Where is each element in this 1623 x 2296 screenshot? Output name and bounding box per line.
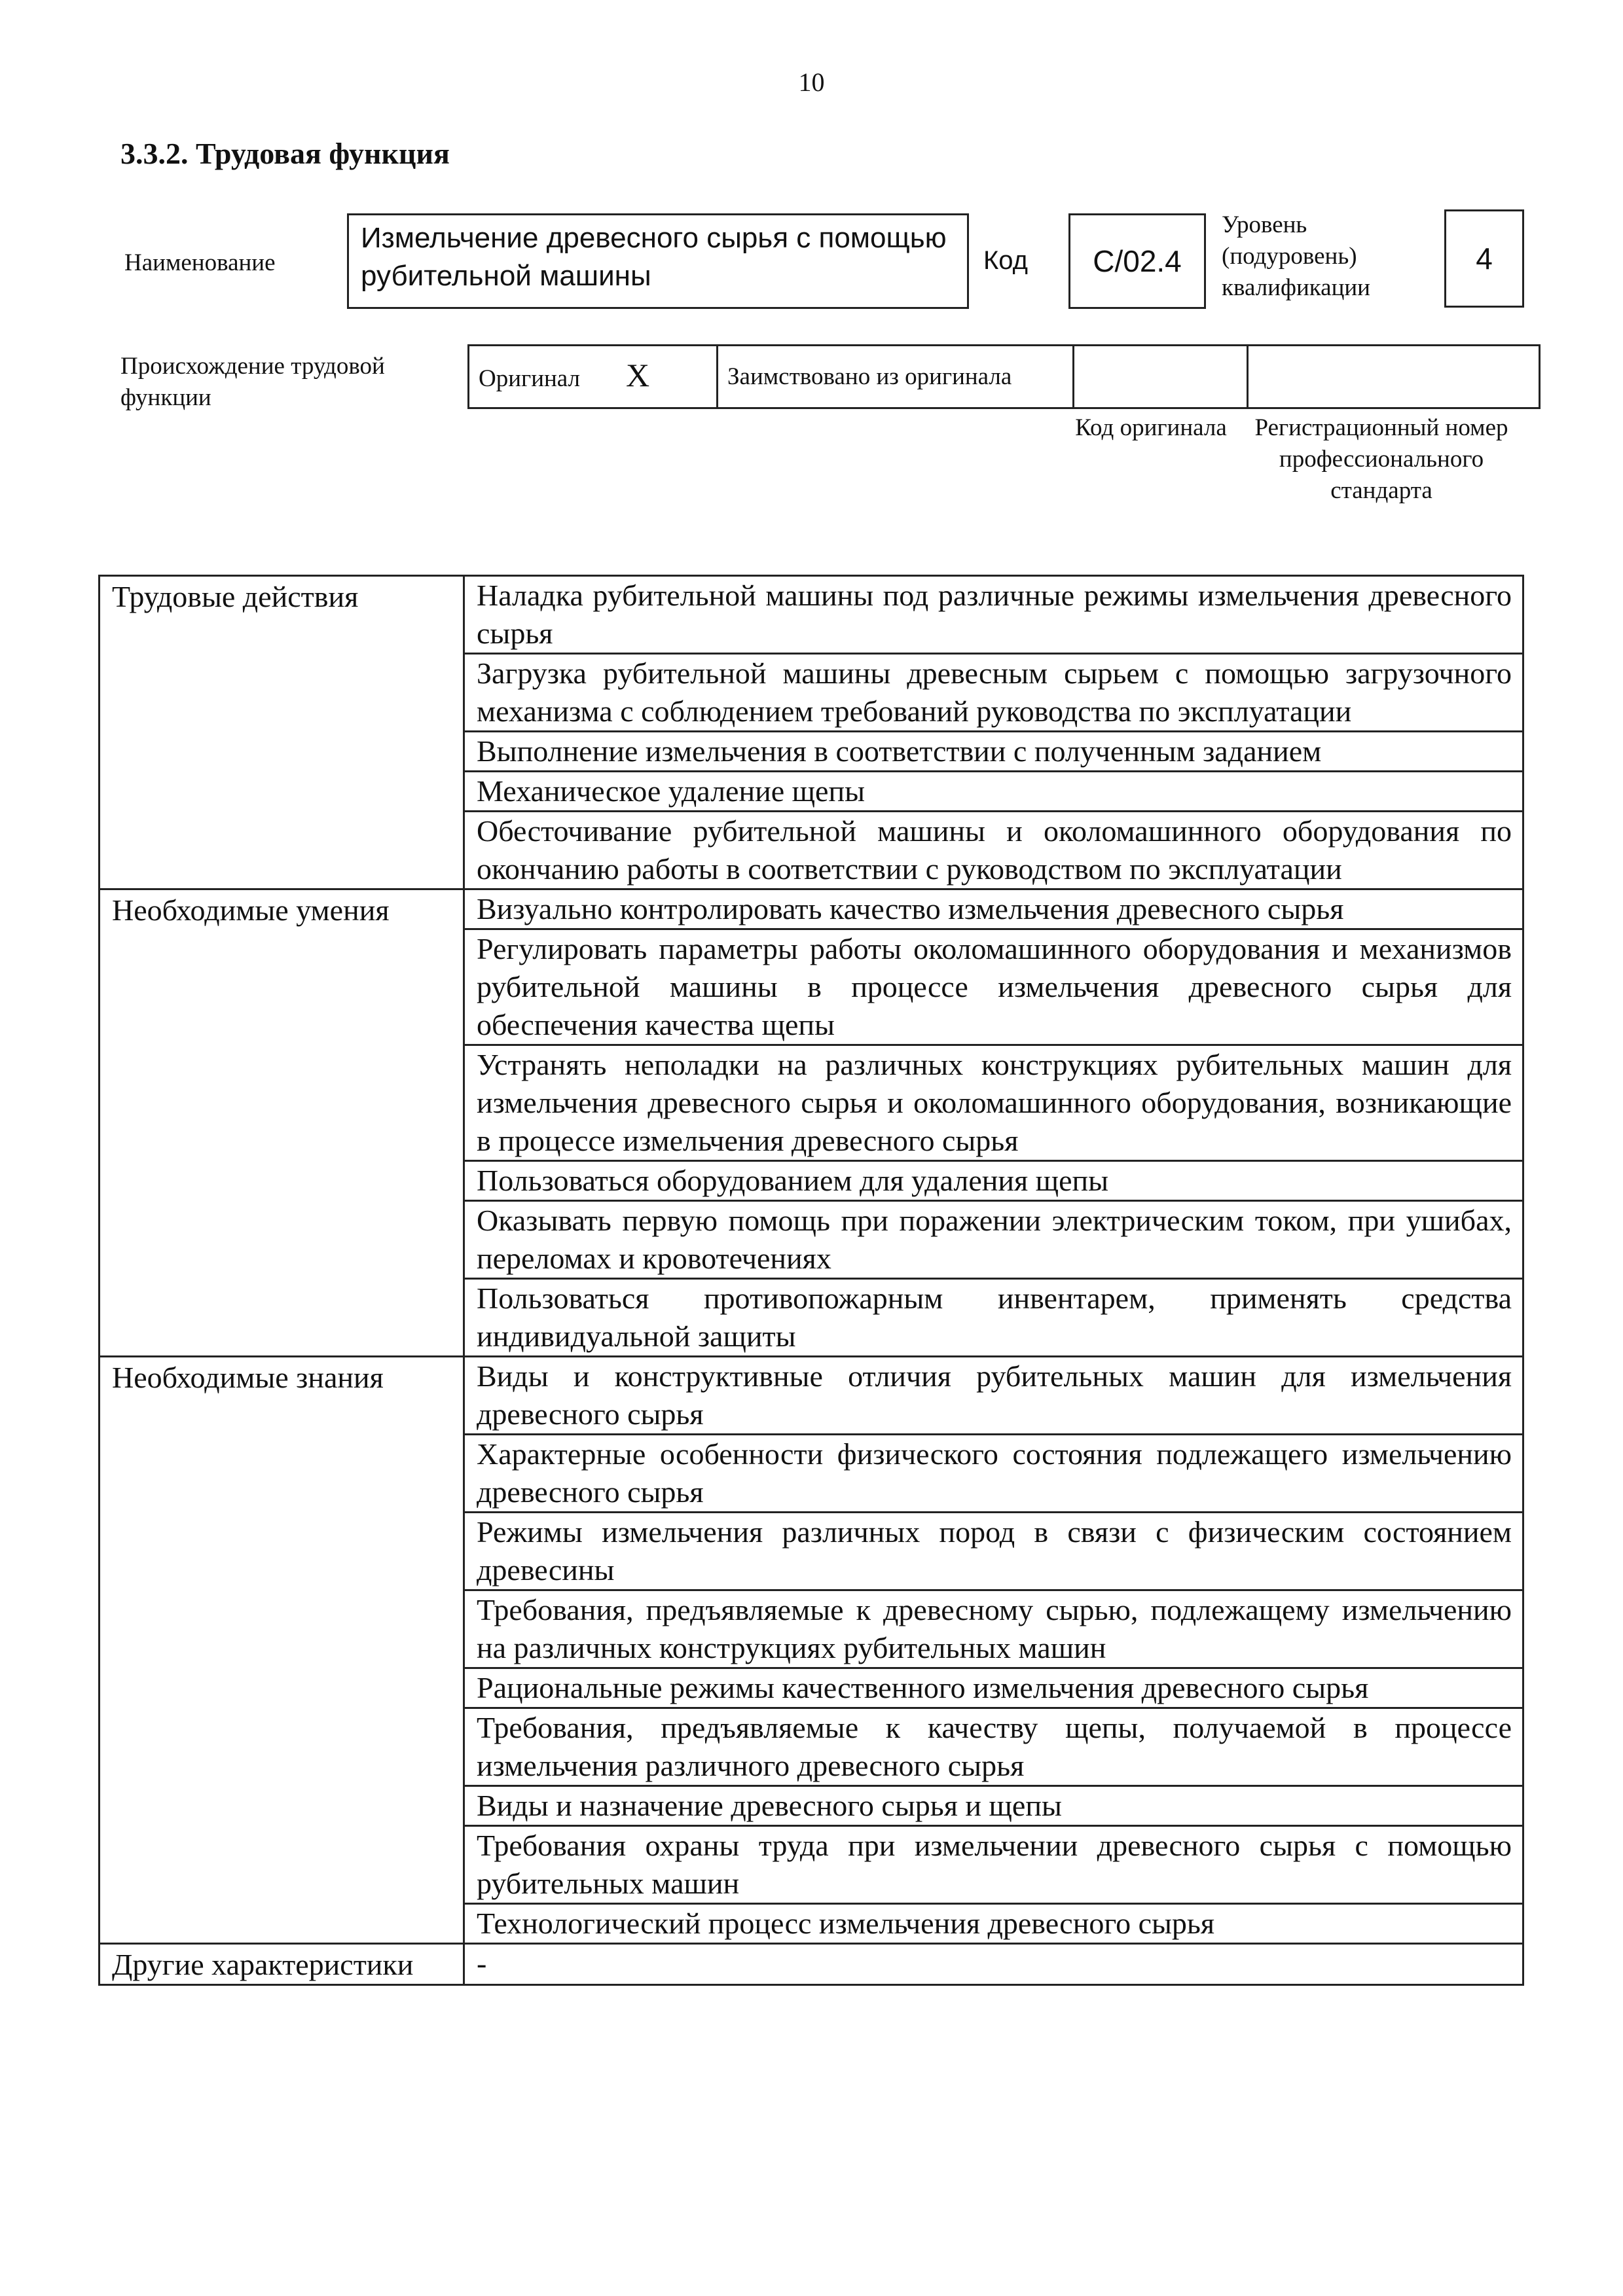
section-item: Устранять неполадки на различных конструкциях рубительных машин для измельчения древесного сырья и околомашинного оборудования, возникающие в процессе измельчения древесного сырья (464, 1045, 1523, 1161)
name-label: Наименование (124, 249, 276, 276)
section-category: Необходимые умения (100, 889, 464, 1357)
section-item: Обесточивание рубительной машины и околомашинного оборудования по окончанию работы в соответствии с руководством по эксплуатации (464, 812, 1523, 889)
section-item: Режимы измельчения различных пород в связи с физическим состоянием древесины (464, 1513, 1523, 1590)
section-item: Характерные особенности физического состояния подлежащего измельчению древесного сырья (464, 1435, 1523, 1513)
section-item: Требования, предъявляемые к качеству щепы, получаемой в процессе измельчения различного древесного сырья (464, 1708, 1523, 1786)
section-item: Механическое удаление щепы (464, 772, 1523, 812)
section-item: Виды и конструктивные отличия рубительных машин для измельчения древесного сырья (464, 1357, 1523, 1435)
page-number: 10 (798, 67, 825, 97)
registration-number-caption: Регистрационный номер профессионального стандарта (1254, 414, 1508, 504)
level-label: Уровень (подуровень) квалификации (1222, 211, 1370, 301)
section-item: Технологический процесс измельчения древесного сырья (464, 1904, 1523, 1944)
section-item: Рациональные режимы качественного измельчения древесного сырья (464, 1668, 1523, 1708)
section-item: Пользоваться оборудованием для удаления щепы (464, 1161, 1523, 1201)
code-label: Код (983, 246, 1029, 275)
origin-table (467, 344, 1541, 409)
original-cell (469, 346, 718, 408)
borrowed-cell (718, 346, 1074, 408)
table-row (100, 889, 1523, 929)
section-item: Оказывать первую помощь при поражении электрическим током, при ушибах, переломах и кровотечениях (464, 1201, 1523, 1279)
borrowed-label: Заимствовано из оригинала (727, 363, 1012, 390)
code-box: С/02.4 (1068, 213, 1206, 309)
section-item: Требования охраны труда при измельчении древесного сырья с помощью рубительных машин (464, 1826, 1523, 1904)
section-item: Визуально контролировать качество измельчения древесного сырья (464, 889, 1523, 929)
section-item: Виды и назначение древесного сырья и щепы (464, 1786, 1523, 1826)
section-category: Другие характеристики (100, 1944, 464, 1985)
section-category: Трудовые действия (100, 576, 464, 889)
table-row (100, 1357, 1523, 1435)
table-row (100, 1944, 1523, 1985)
section-item: - (464, 1944, 1523, 1985)
origin-label: Происхождение трудовой функции (120, 353, 385, 411)
section-item: Регулировать параметры работы околомашинного оборудования и механизмов рубительной машины в процессе измельчения древесного сырья для обеспечения качества щепы (464, 929, 1523, 1045)
section-item: Загрузка рубительной машины древесным сырьем с помощью загрузочного механизма с соблюдением требований руководства по эксплуатации (464, 654, 1523, 732)
section-item: Наладка рубительной машины под различные режимы измельчения древесного сырья (464, 576, 1523, 654)
section-item: Требования, предъявляемые к древесному сырью, подлежащему измельчению на различных конструкциях рубительных машин (464, 1590, 1523, 1668)
section-title: 3.3.2. Трудовая функция (120, 137, 450, 170)
original-code-caption: Код оригинала (1075, 414, 1227, 441)
table-row (100, 576, 1523, 654)
original-label: Оригинал (479, 365, 581, 392)
registration-number-cell (1248, 346, 1540, 408)
original-mark: X (626, 356, 650, 393)
level-box: 4 (1444, 209, 1524, 308)
section-item: Выполнение измельчения в соответствии с полученным заданием (464, 732, 1523, 772)
section-category: Необходимые знания (100, 1357, 464, 1944)
function-name-box: Измельчение древесного сырья с помощью рубительной машины (347, 213, 969, 309)
section-item: Пользоваться противопожарным инвентарем, применять средства индивидуальной защиты (464, 1279, 1523, 1357)
original-code-cell (1074, 346, 1248, 408)
function-table (98, 575, 1524, 1986)
